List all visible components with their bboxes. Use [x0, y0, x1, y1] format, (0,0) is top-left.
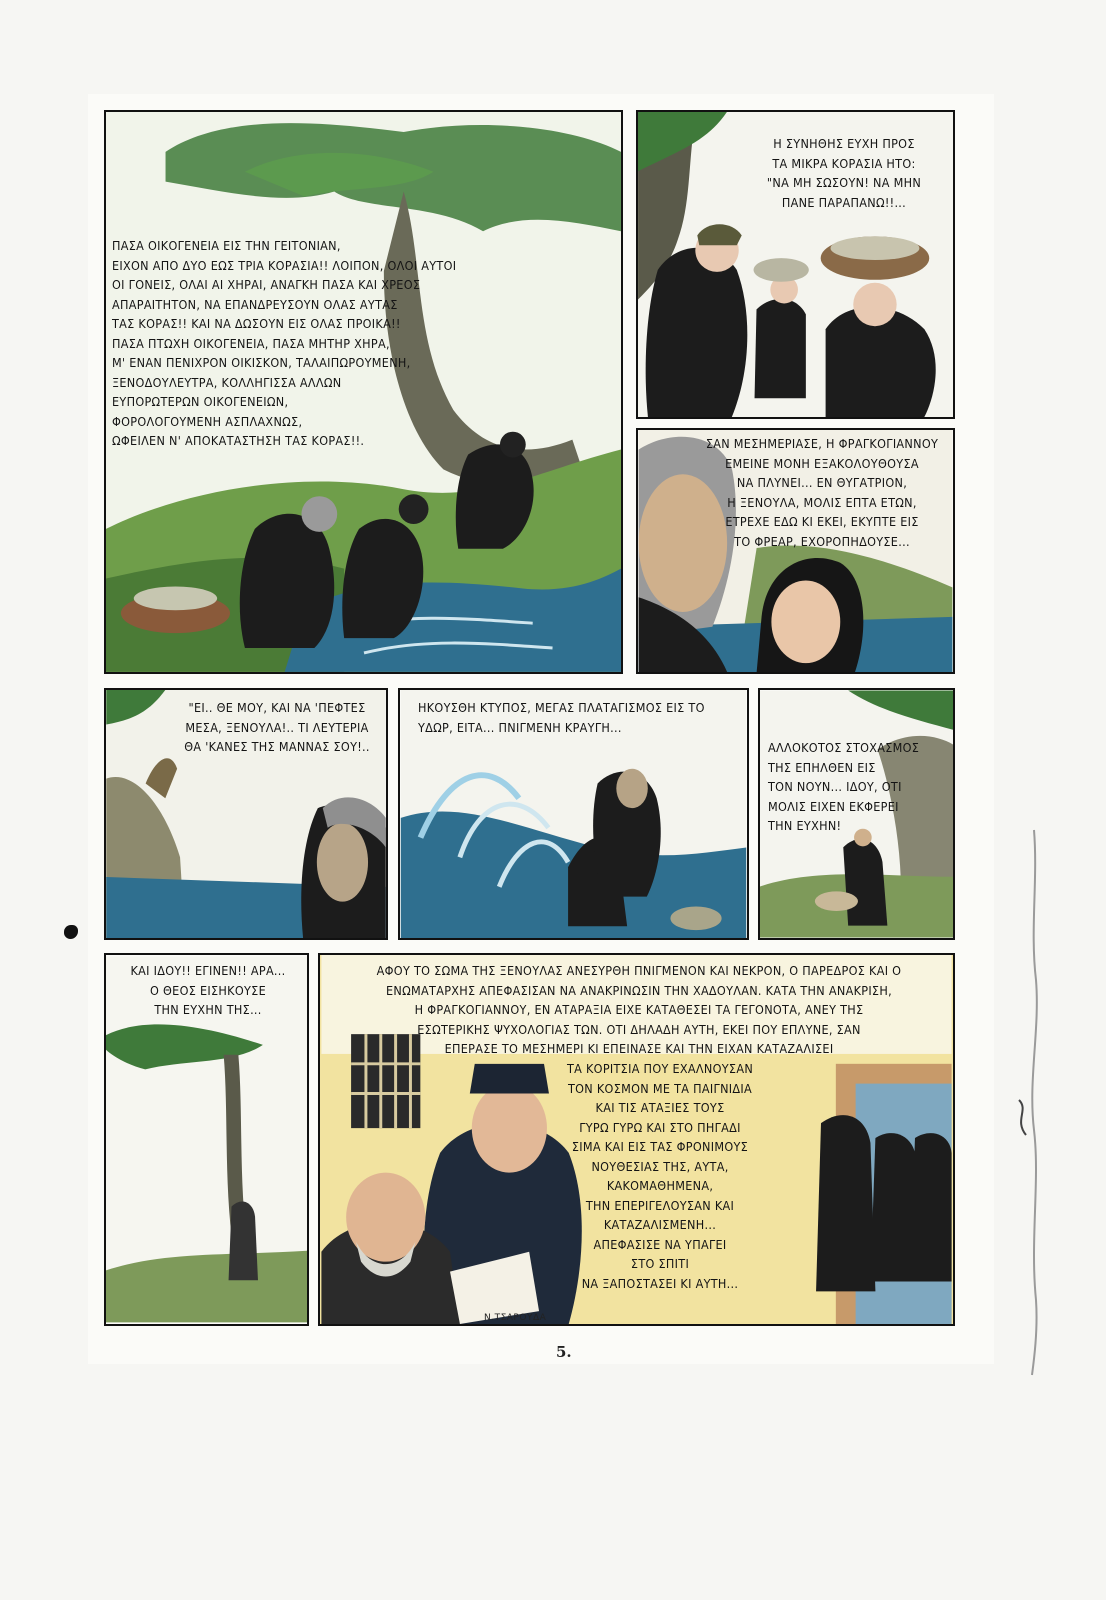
panel-frangoyannou-xenoula — [636, 428, 955, 674]
narration-caption: Η ΣΥΝΗΘΗΣ ΕΥΧΗ ΠΡΟΣ ΤΑ ΜΙΚΡΑ ΚΟΡΑΣΙΑ ΗΤΟ: "ΝΑ ΜΗ ΣΩΣΟΥΝ! ΝΑ ΜΗΝ ΠΑΝΕ ΠΑΡΑΠΑΝΩ!!... — [766, 136, 922, 210]
ink-blot — [64, 925, 78, 939]
page-number: 5. — [556, 1343, 572, 1361]
panel-god-heard — [104, 953, 309, 1326]
narration-caption-top: ΑΦΟΥ ΤΟ ΣΩΜΑ ΤΗΣ ΞΕΝΟΥΛΑΣ ΑΝΕΣΥΡΘΗ ΠΝΙΓΜΕΝΟΝ ΚΑΙ ΝΕΚΡΟΝ, Ο ΠΑΡΕΔΡΟΣ ΚΑΙ Ο ΕΝΩΜΑΤΑΡΧΗΣ ΑΠΕΦΑΣΙΣΑΝ ΝΑ ΑΝΑΚΡΙΝΩΣΙΝ ΤΗΝ ΧΑΔΟΥΛΑΝ. ΚΑΤΑ ΤΗΝ ΑΝΑΚΡΙΣΗ, Η ΦΡΑΓΚΟΓΙΑΝΝΟΥ, ΕΝ ΑΤΑΡΑΞΙΑ ΕΙΧΕ ΚΑΤΑΘΕΣΕΙ ΤΑ ΓΕΓΟΝΟΤΑ, ΑΝΕΥ ΤΗΣ ΕΣΩΤΕΡΙΚΗΣ ΨΥΧΟΛΟΓΙΑΣ ΤΩΝ. ΟΤΙ ΔΗΛΑΔΗ ΑΥΤΗ, ΕΚΕΙ ΠΟΥ ΕΠΛΥΝΕ, ΣΑΝ ΕΠΕΡΑΣΕ ΤΟ ΜΕΣΗΜΕΡΙ ΚΙ ΕΠΕΙΝΑΣΕ ΚΑΙ ΤΗΝ ΕΙΧΑΝ ΚΑΤΑΖΑΛΙΣΕΙ — [376, 963, 902, 1056]
narration-caption: ΚΑΙ ΙΔΟΥ!! ΕΓΙΝΕΝ!! ΑΡΑ... Ο ΘΕΟΣ ΕΙΣΗΚΟΥΣΕ ΤΗΝ ΕΥΧΗΝ ΤΗΣ... — [130, 963, 286, 1017]
speech-text: "ΕΙ.. ΘΕ ΜΟΥ, ΚΑΙ ΝΑ 'ΠΕΦΤΕΣ ΜΕΣΑ, ΞΕΝΟΥΛΑ!.. ΤΙ ΛΕΥΤΕΡΙΑ ΘΑ 'ΚΑΝΕΣ ΤΗΣ ΜΑΝΝΑΣ ΣΟΥ!.. — [184, 700, 370, 754]
panel-girls-baskets — [636, 110, 955, 419]
panel-washing-spring — [104, 110, 623, 674]
panel-interrogation — [318, 953, 955, 1326]
margin-pencil-scribble — [1004, 820, 1064, 1380]
artist-signature: Ν.ΤΣΑΡΟΥΔΑ — [484, 1313, 547, 1323]
panel-mother-thought — [104, 688, 388, 940]
narration-caption: ΑΛΛΟΚΟΤΟΣ ΣΤΟΧΑΣΜΟΣ ΤΗΣ ΕΠΗΛΘΕΝ ΕΙΣ ΤΟΝ ΝΟΥΝ... ΙΔΟΥ, ΟΤΙ ΜΟΛΙΣ ΕΙΧΕΝ ΕΚΦΕΡΕΙ ΤΗΝ ΕΥΧΗΝ! — [768, 740, 920, 833]
narration-caption: ΠΑΣΑ ΟΙΚΟΓΕΝΕΙΑ ΕΙΣ ΤΗΝ ΓΕΙΤΟΝΙΑΝ, ΕΙΧΟΝ ΑΠΟ ΔΥΟ ΕΩΣ ΤΡΙΑ ΚΟΡΑΣΙΑ!! ΛΟΙΠΟΝ, ΟΛΟΙ ΑΥΤΟΙ ΟΙ ΓΟΝΕΙΣ, ΟΛΑΙ ΑΙ ΧΗΡΑΙ, ΑΝΑΓΚΗ ΠΑΣΑ ΚΑΙ ΧΡΕΟΣ ΑΠΑΡΑΙΤΗΤΟΝ, ΝΑ ΕΠΑΝΔΡΕΥΣΟΥΝ ΟΛΑΣ ΑΥΤΑΣ ΤΑΣ ΚΟΡΑΣ!! ΚΑΙ ΝΑ ΔΩΣΟΥΝ ΕΙΣ ΟΛΑΣ ΠΡΟΙΚΑ!! ΠΑΣΑ ΠΤΩΧΗ ΟΙΚΟΓΕΝΕΙΑ, ΠΑΣΑ ΜΗΤΗΡ ΧΗΡΑ, Μ' ΕΝΑΝ ΠΕΝΙΧΡΟΝ ΟΙΚΙΣΚΟΝ, ΤΑΛΑΙΠΩΡΟΥΜΕΝΗ, ΞΕΝΟΔΟΥΛΕΥΤΡΑ, ΚΟΛΛΗΓΙΣΣΑ ΑΛΛΩΝ ΕΥΠΟΡΩΤΕΡΩΝ ΟΙΚΟΓΕΝΕΙΩΝ, ΦΟΡΟΛΟΓΟΥΜΕΝΗ ΑΣΠΛΑΧΝΩΣ, ΩΦΕΙΛΕΝ Ν' ΑΠΟΚΑΤΑΣΤΗΣΗ ΤΑΣ ΚΟΡΑΣ!!. — [112, 238, 457, 448]
panel-strange-thought — [758, 688, 955, 940]
narration-caption: ΣΑΝ ΜΕΣΗΜΕΡΙΑΣΕ, Η ΦΡΑΓΚΟΓΙΑΝΝΟΥ ΕΜΕΙΝΕ ΜΟΝΗ ΕΞΑΚΟΛΟΥΘΟΥΣΑ ΝΑ ΠΛΥΝΕΙ... ΕΝ ΘΥΓΑΤΡΙΟΝ, Η ΞΕΝΟΥΛΑ, ΜΟΛΙΣ ΕΠΤΑ ΕΤΩΝ, ΕΤΡΕΧΕ ΕΔΩ ΚΙ ΕΚΕΙ, ΕΚΥΠΤΕ ΕΙΣ ΤΟ ΦΡΕΑΡ, ΕΧΟΡΟΠΗΔΟΥΣΕ... — [705, 436, 939, 549]
panel-splash — [398, 688, 749, 940]
narration-caption: ΗΚΟΥΣΘΗ ΚΤΥΠΟΣ, ΜΕΓΑΣ ΠΛΑΤΑΓΙΣΜΟΣ ΕΙΣ ΤΟ ΥΔΩΡ, ΕΙΤΑ... ΠΝΙΓΜΕΝΗ ΚΡΑΥΓΗ... — [418, 700, 705, 735]
narration-caption-middle: ΤΑ ΚΟΡΙΤΣΙΑ ΠΟΥ ΕΧΑΛΝΟΥΣΑΝ ΤΟΝ ΚΟΣΜΟΝ ΜΕ ΤΑ ΠΑΙΓΝΙΔΙΑ ΚΑΙ ΤΙΣ ΑΤΑΞΙΕΣ ΤΟΥΣ ΓΥΡΩ ΓΥΡΩ ΚΑΙ ΣΤΟ ΠΗΓΑΔΙ ΣΙΜΑ ΚΑΙ ΕΙΣ ΤΑΣ ΦΡΟΝΙΜΟΥΣ ΝΟΥΘΕΣΙΑΣ ΤΗΣ, ΑΥΤΑ, ΚΑΚΟΜΑΘΗΜΕΝΑ, ΤΗΝ ΕΠΕΡΙΓΕΛΟΥΣΑΝ ΚΑΙ ΚΑΤΑΖΑΛΙΣΜΕΝΗ... ΑΠΕΦΑΣΙΣΕ ΝΑ ΥΠΑΓΕΙ ΣΤΟ ΣΠΙΤΙ ΝΑ ΞΑΠΟΣΤΑΣΕΙ ΚΙ ΑΥΤΗ... — [566, 1061, 754, 1291]
